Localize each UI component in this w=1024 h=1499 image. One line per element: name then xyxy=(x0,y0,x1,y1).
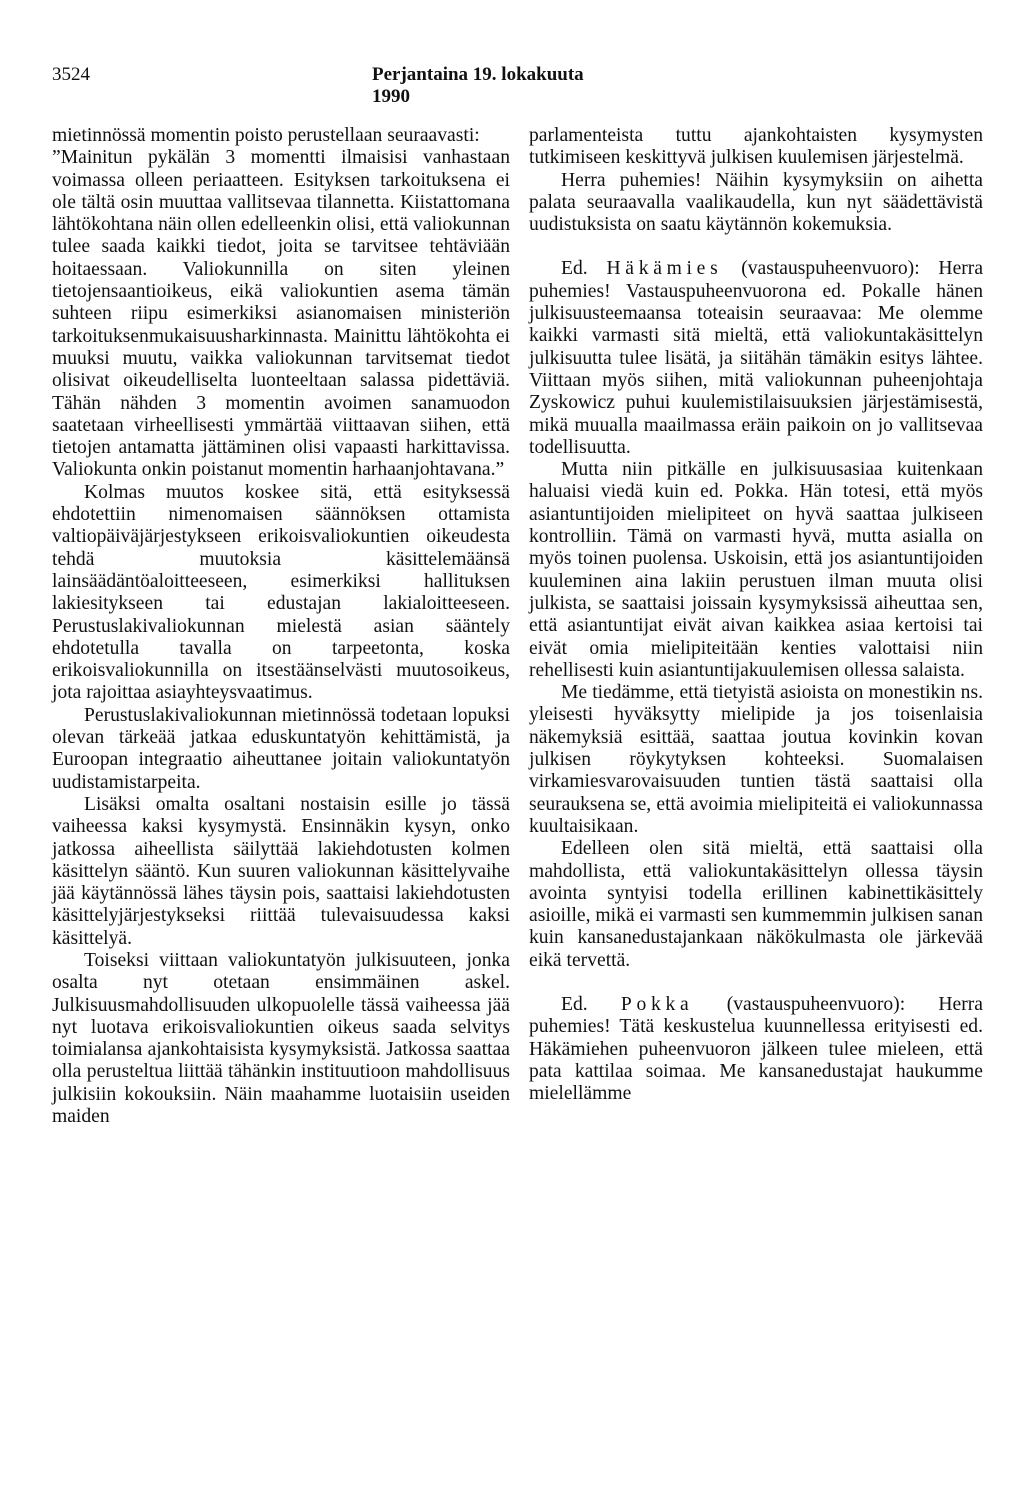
speech-role: (vastauspuheenvuoro): xyxy=(741,258,920,280)
paragraph: Lisäksi omalta osaltani nostaisin esille jo tässä vaiheessa kaksi kysymystä. Ensinnäkin kysyn, onko jatkossa aiheellista säilyttää lakiehdotusten kolmen käsittelyn sääntö. Kun suuren valiokunnan käsittelyvaihe jää käytännössä lähes täysin pois, saattaisi lakiehdotusten käsittelyjärjestykseksi riittää tulevaisuudessa kaksi käsittelyä. xyxy=(52,793,510,949)
paragraph: Perustuslakivaliokunnan mietinnössä todetaan lopuksi olevan tärkeää jatkaa eduskuntatyön kehittämistä, ja Euroopan integraatio aiheuttanee joitain valiokuntatyön uudistamistarpeita. xyxy=(52,704,510,793)
paragraph: Edelleen olen sitä mieltä, että saattaisi olla mahdollista, että valiokuntakäsittelyn ollessa täysin avointa syntyisi todella erillinen kabinettikäsittely asioille, mikä ei varmasti sen kummemmin julkisen sanan kuin kansanedustajankaan näkökulmasta ole järkevää eikä tervettä. xyxy=(529,838,983,971)
speech-intro xyxy=(529,258,983,459)
speech-role: (vastauspuheenvuoro): xyxy=(726,993,906,1015)
page-number: 3524 xyxy=(52,64,90,85)
paragraph: parlamenteista tuttu ajankohtaisten kysymysten tutkimiseen keskittyvä julkisen kuulemisen järjestelmä. xyxy=(529,125,983,169)
speech-prefix: Ed. xyxy=(561,993,588,1015)
paragraph: Mutta niin pitkälle en julkisuusasiaa kuitenkaan haluaisi viedä kuin ed. Pokka. Hän totesi, että myös asiantuntijoiden mielipiteet on hyvä saattaa julkiseen kontrolliin. Tämä on varmasti hyvä, mutta asialla on myös toinen puolensa. Uskoisin, että jos asiantuntijoiden kuuleminen aina lakiin perustuen ilman muuta olisi julkista, se saattaisi joissain kysymyksissä aiheuttaa sen, että asiantuntijat eivät aivan kaikkea asiaa kertoisi tai eivät omia mielipiteitään kenties valottaisi niin rehellisesti kuin asiantuntijakuulemisen ollessa salaista. xyxy=(529,459,983,681)
paragraph: Me tiedämme, että tietyistä asioista on monestikin ns. yleisesti hyväksytty mielipide ja jos toisenlaisia näkemyksiä esittää, saattaa joutua kovinkin kovan julkisen röykytyksen kohteeksi. Suomalaisen virkamiesvarovaisuuden tuntien tästä saattaisi olla seurauksena se, että avoimia mielipiteitä ei valiokunnassa kuultaisikaan. xyxy=(529,682,983,837)
page-header xyxy=(52,64,612,107)
paragraph: mietinnössä momentin poisto perustellaan seuraavasti: xyxy=(52,125,480,146)
paragraph: Toiseksi viittaan valiokuntatyön julkisuuteen, jonka osalta nyt otetaan ensimmäinen askel. Julkisuusmahdollisuuden ulkopuolelle tässä vaiheessa jää nyt luotava erikoisvaliokuntien oikeus saada selvitys toimialansa ajankohtaisista kysymyksistä. Jatkossa saattaa olla perusteltua liittää tähänkin instituutioon mahdollisuus julkisiin kokouksiin. Näin maahamme luotaisiin useiden maiden xyxy=(52,949,510,1128)
right-column xyxy=(529,125,983,1105)
speaker-name: Häkämies xyxy=(606,258,723,280)
paragraph: Herra puhemies! Näihin kysymyksiin on aihetta palata seuraavalla vaalikaudella, kun nyt säädettävistä uudistuksista on saatu käytännön kokemuksia. xyxy=(529,169,983,236)
speaker-name: Pokka xyxy=(620,993,694,1015)
session-date: Perjantaina 19. lokakuuta 1990 xyxy=(372,64,584,107)
speech-text: Herra puhemies! Tätä keskustelua kuunnellessa erityisesti ed. Häkämiehen puheenvuoron jälkeen tulee mieleen, että pata kattilaa soimaa. Me kansanedustajat haukumme mielellämme xyxy=(529,993,983,1105)
left-column xyxy=(52,125,510,1128)
speech-intro xyxy=(529,994,983,1105)
paragraph: Kolmas muutos koskee sitä, että esityksessä ehdotettiin nimenomaisen säännöksen ottamista valtiopäiväjärjestykseen erikoisvaliokuntien oikeudesta tehdä muutoksia käsittelemäänsä lainsäädäntöaloitteeseen, esimerkiksi hallituksen lakiesitykseen tai edustajan lakialoitteeseen. Perustuslakivaliokunnan mielestä asian sääntely ehdotetulla tavalla on tarpeetonta, koska erikoisvaliokunnilla on itsestäänselvästi muutosoikeus, jota rajoittaa asiayhteysvaatimus. xyxy=(52,481,510,704)
quotation: ”Mainitun pykälän 3 momentti ilmaisisi vanhastaan voimassa olleen periaatteen. Esityksen tarkoituksena ei ole tältä osin muuttaa vallitsevaa tilannetta. Kiistattomana lähtökohtana näin ollen edelleenkin olisi, että valiokunnan tulee saada kaikki tiedot, joita se tarvitsee tehtäviään hoitaessaan. Valiokunnilla on siten yleinen tietojensaantioikeus, eikä valiokuntien asema tämän suhteen riipu esimerkiksi asianomaisen ministeriön tarkoituksenmukaisuusharkinnasta. Mainittu lähtökohta ei muuksi muutu, vaikka valiokunnan tarvitsemat tiedot olisivat oikeudelliselta luonteeltaan salassa pidettäviä. Tähän nähden 3 momentin avoimen sanamuodon saatetaan virheellisesti ymmärtää viittaavan siihen, että tietojen antamatta jättäminen olisi vapaasti harkittavissa. Valiokunta onkin poistanut momentin harhaanjohtavana.” xyxy=(52,147,510,481)
speech-text: Herra puhemies! Vastauspuheenvuorona ed. Pokalle hänen julkisuusteemaansa toteaisin seuraavaa: Me olemme kaikki varmasti sitä mieltä, että valiokuntakäsittelyn julkisuutta tulee lisätä, ja siitähän tämäkin esitys lähtee. Viittaan myös siihen, mitä valiokunnan puheenjohtaja Zyskowicz puhui kuulemistilaisuuksien järjestämisestä, mikä muualla maailmassa eräin paikoin on jo vallitsevaa todellisuutta. xyxy=(529,258,984,458)
speech-prefix: Ed. xyxy=(561,258,588,280)
